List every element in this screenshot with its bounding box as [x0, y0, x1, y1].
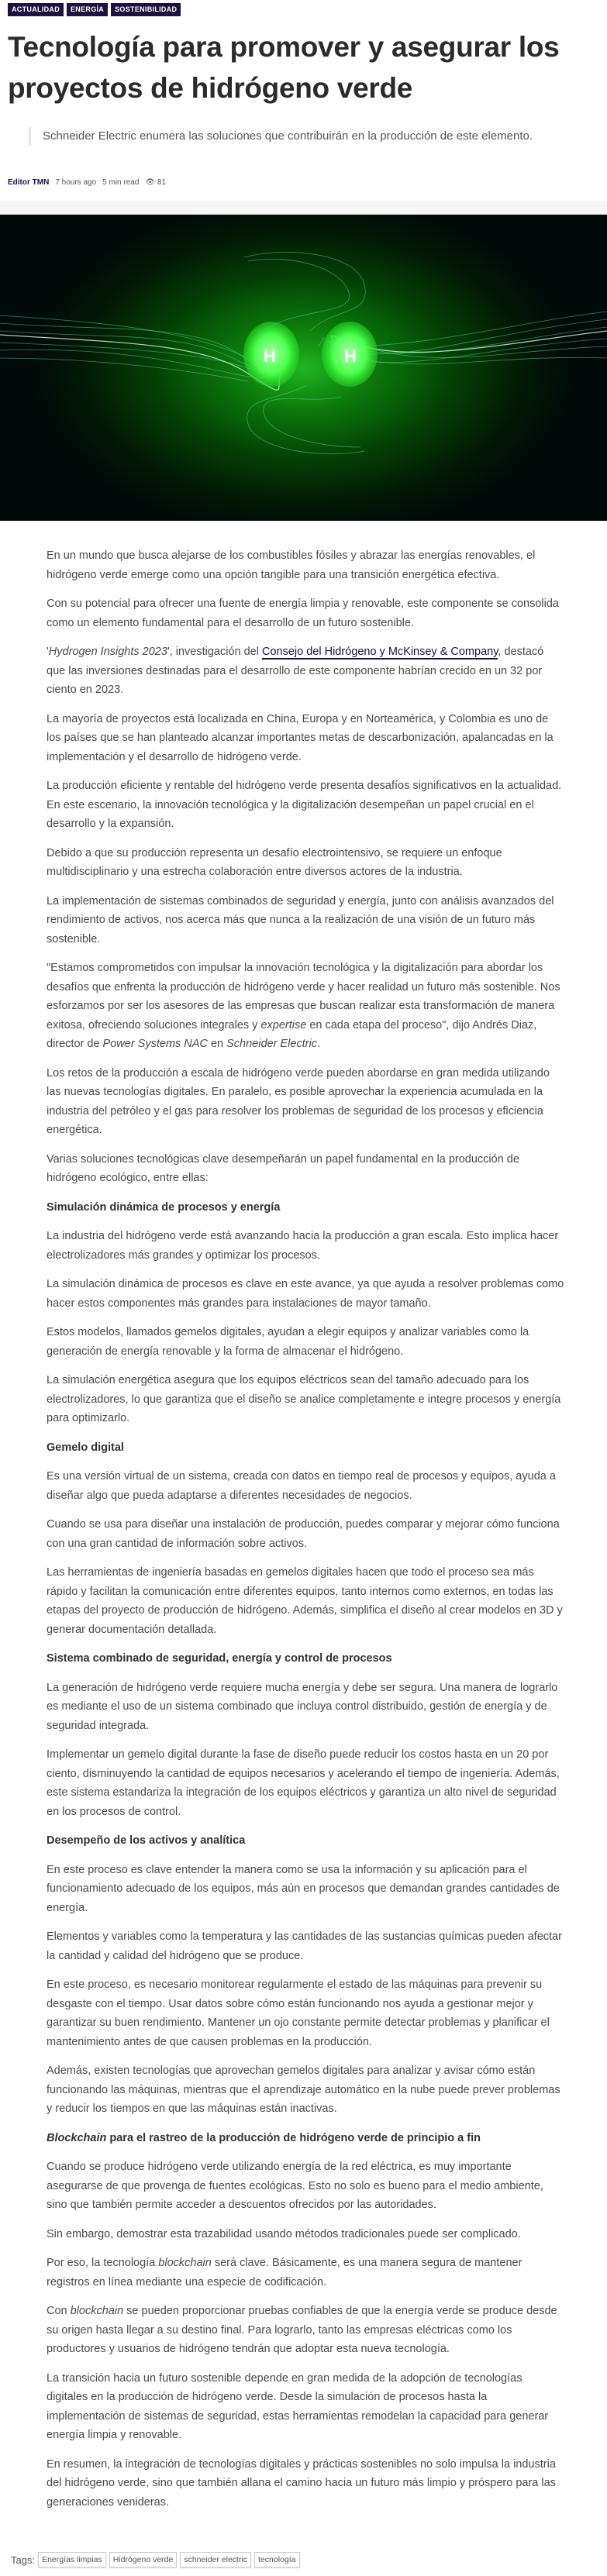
paragraph: [47, 844, 564, 882]
image-top-band: [0, 201, 607, 215]
atom-label-left: H: [264, 346, 276, 366]
text-run: Las herramientas de ingeniería basadas en gemelos digitales hacen que todo el proceso sea más rápido y facilitan la comunicación entre diferentes equipos, tanto internos como externos, en todas las etapas del proyecto de producción de hidrógeno. Además, simplifica el diseño al crear modelos en 3D y generar documentación detallada.: [47, 1566, 563, 1636]
italic-text: Power Systems NAC: [102, 1038, 208, 1050]
text-run: Con su potencial para ofrecer una fuente de energía limpia y renovable, este componente se consolida como un elemento fundamental para el desarrollo de un futuro sostenible.: [47, 598, 559, 629]
text-run: Los retos de la producción a escala de hidrógeno verde pueden abordarse en gran medida utilizando las nuevas tecnologías digitales. En paralelo, es posible aprovechar la experiencia acumulada en la industria del petróleo y el gas para resolver los problemas de seguridad de los procesos y eficiencia energética.: [47, 1066, 550, 1136]
paragraph: [47, 2158, 564, 2215]
read-time: 5 min read: [102, 178, 140, 187]
atom-label-right: H: [344, 346, 357, 366]
views-count: [145, 178, 166, 187]
text-run: En este proceso es clave entender la manera como se usa la información y su aplicación para el funcionamiento adecuado de los equipos, más aún en procesos que demandan grandes cantidades de energía.: [47, 1863, 560, 1914]
text-run: Gemelo digital: [47, 1441, 124, 1454]
section-heading: [47, 2129, 564, 2148]
text-run: Cuando se produce hidrógeno verde utilizando energía de la red eléctrica, es muy importante asegurarse de que provenga de fuentes ecológicas. Esto no solo es bueno para el medio ambiente, sino que también permite acceder a descuentos ofrecidos por las autoridades.: [47, 2161, 543, 2211]
section-heading: [47, 1438, 564, 1458]
category-actualidad[interactable]: ACTUALIDAD: [8, 3, 64, 16]
paragraph: [47, 594, 564, 632]
text-run: La industria del hidrógeno verde está avanzando hacia la producción a gran escala. Esto implica hacer electrolizadores más grandes y optimizar los procesos.: [47, 1230, 559, 1262]
article-subtitle: Schneider Electric enumera las soluciones que contribuirán en la producción de este elemento.: [29, 127, 571, 146]
paragraph: [47, 959, 564, 1054]
text-run: en cada etapa del proceso", dijo Andrés Diaz, director de: [47, 1018, 537, 1050]
italic-text: expertise: [260, 1018, 307, 1031]
text-run: para el rastreo de la producción de hidrógeno verde de principio a fin: [106, 2131, 481, 2144]
text-run: será clave. Básicamente, es una manera segura de mantener registros en línea mediante una especie de codificación.: [47, 2257, 523, 2288]
text-run: , destacó que las inversiones destinadas para el desarrollo de este componente habrían crecido en un 32 por ciento en 2023.: [47, 646, 544, 696]
paragraph: [47, 2455, 564, 2512]
italic-text: blockchain: [70, 2305, 124, 2317]
italic-text: Blockchain: [47, 2131, 107, 2144]
paragraph: [47, 2302, 564, 2359]
text-run: La transición hacia un futuro sostenible depende en gran medida de la adopción de tecnologías digitales en la producción de hidrógeno verde. Desde la simulación de procesos hasta la implementación de sistemas de seguridad, estas herramientas remodelan la capacidad para generar energía limpia y renovable.: [47, 2371, 549, 2441]
hydrogen-molecule-illustration: [0, 215, 607, 521]
publish-time: 7 hours ago: [55, 178, 97, 187]
paragraph: [47, 546, 564, 584]
paragraph: [47, 1679, 564, 1736]
text-run: En resumen, la integración de tecnologías digitales y prácticas sostenibles no solo impulsa la industria del hidrógeno verde, sino que también allana el camino hacia un futuro más limpio y próspero para las generaciones venideras.: [47, 2457, 556, 2509]
category-badges: [8, 3, 181, 16]
paragraph: [47, 2369, 564, 2445]
article-meta: [8, 178, 166, 187]
article-body: [47, 546, 564, 2522]
italic-text: Hydrogen Insights 2023: [48, 646, 167, 658]
energy-strands: [0, 252, 607, 453]
text-run: Estos modelos, llamados gemelos digitales, ayudan a elegir equipos y analizar variables como la generación de energía renovable y la forma de almacenar el hidrógeno.: [47, 1326, 529, 1358]
paragraph: [47, 2061, 564, 2119]
category-energia[interactable]: ENERGÍA: [67, 3, 108, 16]
article-title: Tecnología para promover y asegurar los proyectos de hidrógeno verde: [8, 31, 560, 104]
tag-link[interactable]: schneider electric: [180, 2552, 251, 2567]
text-run: La implementación de sistemas combinados de seguridad y energía, junto con análisis avanzados del rendimiento de activos, nos acerca más que nunca a la realización de una visión de un futuro más sostenible.: [47, 894, 554, 945]
paragraph: [47, 777, 564, 834]
paragraph: [47, 1323, 564, 1361]
text-run: Con: [47, 2305, 71, 2317]
italic-text: Schneider Electric: [226, 1038, 317, 1050]
paragraph: [47, 710, 564, 767]
paragraph: [47, 1064, 564, 1140]
paragraph: [47, 1975, 564, 2051]
text-run: Además, existen tecnologías que aprovechan gemelos digitales para analizar y avisar cómo están funcionando las máquinas, mientras que el aprendizaje automático en la nube puede prever problemas y reducir los tiempos en que las máquinas están inactivas.: [47, 2065, 560, 2115]
paragraph: [47, 1515, 564, 1553]
text-run: Debido a que su producción representa un desafío electrointensivo, se requiere un enfoque multidisciplinario y una estrecha colaboración entre diversos actores de la industria.: [47, 846, 502, 878]
tag-link[interactable]: tecnología: [254, 2552, 299, 2567]
paragraph: [47, 1563, 564, 1639]
text-run: Elementos y variables como la temperatura y las cantidades de las sustancias químicas pueden afectar la cantidad y calidad del hidrógeno que se produce.: [47, 1930, 562, 1962]
italic-text: blockchain: [158, 2257, 212, 2269]
section-heading: [47, 1649, 564, 1669]
text-run: en: [207, 1038, 227, 1050]
paragraph: [47, 1227, 564, 1265]
paragraph: [47, 1371, 564, 1428]
text-run: "Estamos comprometidos con impulsar la innovación tecnológica y la digitalización para abordar los desafíos que enfrenta la producción de hidrógeno verde y hacer realidad un futuro más sostenible. Nos esforzamos por ser los asesores de las empresas que buscan realizar esta transformación de manera exitosa, ofreciendo soluciones integrales y: [47, 962, 560, 1031]
tags-section: [11, 2552, 300, 2567]
tag-link[interactable]: Energías limpias: [38, 2552, 106, 2567]
text-run: Por eso, la tecnología: [47, 2257, 159, 2269]
paragraph: [47, 642, 564, 700]
section-heading: [47, 1831, 564, 1851]
text-run: Desempeño de los activos y analítica: [47, 1834, 246, 1847]
text-run: La simulación dinámica de procesos es clave en este avance, ya que ayuda a resolver problemas como hacer estos componentes más grandes para instalaciones de mayor tamaño.: [47, 1278, 564, 1310]
text-run: se pueden proporcionar pruebas confiables de que la energía verde se produce desde su origen hasta llegar a su destino final. Para lograrlo, tanto las empresas eléctricas como los productores y usuarios de hidrógeno tendrán que adoptar esta nueva tecnología.: [47, 2305, 557, 2355]
text-run: La generación de hidrógeno verde requiere mucha energía y debe ser segura. Una manera de lograrlo es mediante el uso de un sistema combinado que incluya control distribuido, gestión de energía y de seguridad integrada.: [47, 1681, 558, 1732]
inline-link[interactable]: Consejo del Hidrógeno y McKinsey & Company: [262, 646, 498, 658]
text-run: Implementar un gemelo digital durante la fase de diseño puede reducir los costos hasta en un 20 por ciento, disminuyendo la cantidad de equipos necesarios y acelerando el tiempo de ingeniería. Además, este sistema estandariza la integración de los equipos eléctricos y garantiza un alto nivel de seguridad en los procesos de control.: [47, 1748, 560, 1818]
views-value: 81: [157, 178, 167, 187]
text-run: Sin embargo, demostrar esta trazabilidad usando métodos tradicionales puede ser complicado.: [47, 2227, 521, 2240]
text-run: La simulación energética asegura que los equipos eléctricos sean del tamaño adecuado para los electrolizadores, lo que garantiza que el diseño se analice completamente e integre procesos y energía para optimizarlo.: [47, 1374, 561, 1424]
text-run: La mayoría de proyectos está localizada en China, Europa y en Norteamérica, y Colombia es uno de los países que se han planteado alcanzar importantes metas de descarbonización, apalancadas en la implementación y el desarrollo de hidrógeno verde.: [47, 712, 554, 763]
paragraph: [47, 1745, 564, 1821]
hero-image: [0, 215, 607, 521]
tag-link[interactable]: Hidrógeno verde: [109, 2552, 178, 2567]
category-sostenibilidad[interactable]: SOSTENIBILIDAD: [111, 3, 181, 16]
bright-strands: [0, 331, 607, 390]
paragraph: [47, 1150, 564, 1188]
paragraph: [47, 2225, 564, 2244]
text-run: ': [47, 646, 49, 658]
paragraph: [47, 1927, 564, 1965]
paragraph: [47, 2254, 564, 2292]
eye-icon: 👁: [145, 178, 156, 187]
author-link[interactable]: Editor TMN: [8, 178, 50, 187]
text-run: Cuando se usa para diseñar una instalación de producción, puedes comparar y mejorar cómo funciona con una gran cantidad de información sobre activos.: [47, 1518, 560, 1550]
paragraph: [47, 892, 564, 949]
text-run: La producción eficiente y rentable del hidrógeno verde presenta desafíos significativos en la actualidad. En este escenario, la innovación tecnológica y la digitalización desempeñan un papel crucial en el desarrollo y la expansión.: [47, 780, 562, 830]
text-run: Es una versión virtual de un sistema, creada con datos en tiempo real de procesos y equipos, ayuda a diseñar algo que pueda adaptarse a diferentes necesidades de negocios.: [47, 1470, 556, 1502]
text-run: En un mundo que busca alejarse de los combustibles fósiles y abrazar las energías renovables, el hidrógeno verde emerge como una opción tangible para una transición energética efectiva.: [47, 549, 536, 581]
section-heading: [47, 1198, 564, 1217]
paragraph: [47, 1861, 564, 1918]
text-run: En este proceso, es necesario monitorear regularmente el estado de las máquinas para prevenir su desgaste con el tiempo. Usar datos sobre cómo están funcionando nos ayuda a gestionar mejor y garantizar su buen rendimiento. Mantener un ojo constante permite detectar problemas y planificar el mantenimiento antes de que causen problemas en la producción.: [47, 1978, 550, 2048]
tags-label: Tags:: [11, 2554, 36, 2566]
paragraph: [47, 1275, 564, 1313]
text-run: Simulación dinámica de procesos y energía: [47, 1200, 281, 1214]
text-run: ', investigación del: [167, 646, 262, 658]
paragraph: [47, 1467, 564, 1505]
text-run: .: [316, 1038, 320, 1050]
text-run: Varias soluciones tecnológicas clave desempeñarán un papel fundamental en la producción de hidrógeno ecológico, entre ellas:: [47, 1152, 519, 1184]
text-run: Sistema combinado de seguridad, energía y control de procesos: [47, 1652, 392, 1665]
